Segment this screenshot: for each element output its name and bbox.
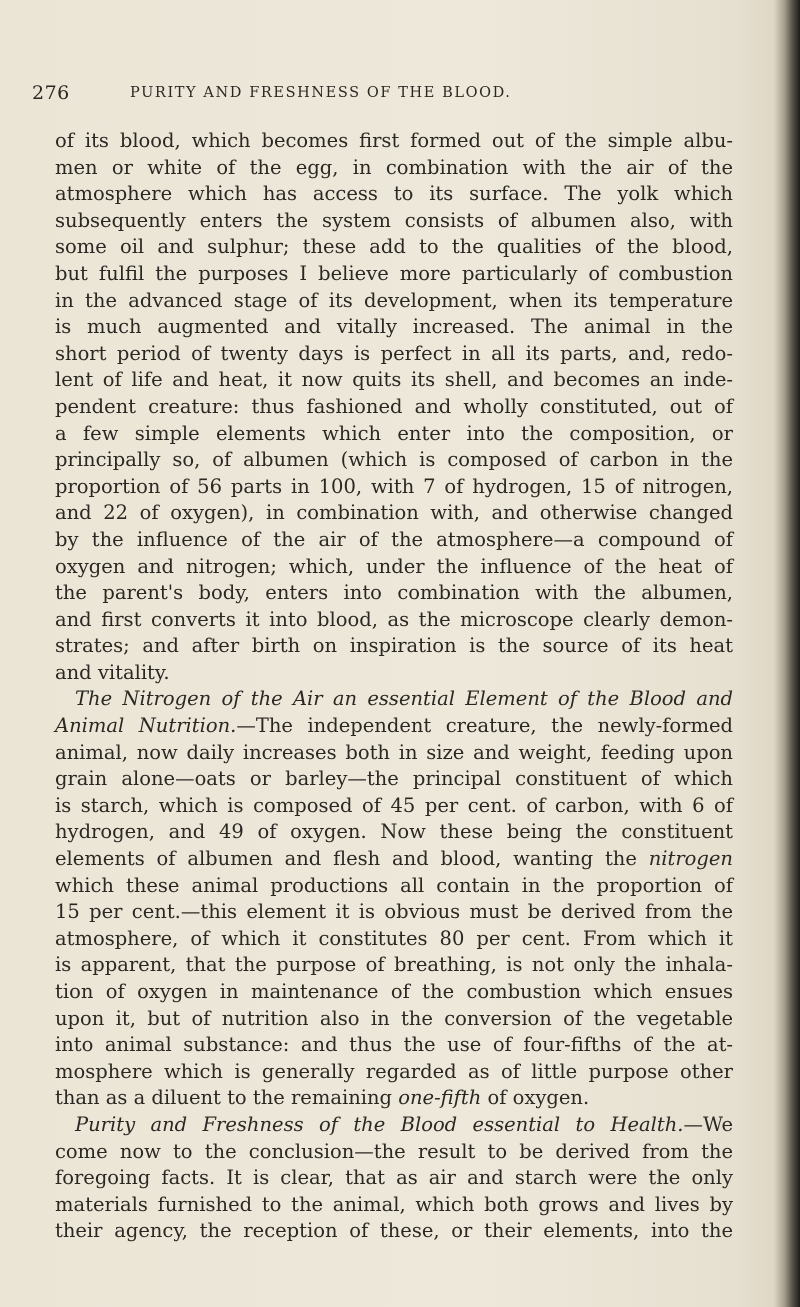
- section-heading-line: [55, 1112, 733, 1139]
- text-line: tion of oxygen in maintenance of the combustion which ensues: [55, 980, 733, 1003]
- text-line: subsequently enters the system consists of albumen also, with: [55, 208, 733, 232]
- text-line: [55, 846, 733, 873]
- running-head: PURITY AND FRESHNESS OF THE BLOOD.: [130, 85, 512, 101]
- text-line: materials furnished to the animal, which both grows and lives by: [55, 1192, 733, 1216]
- text-line: in the advanced stage of its development, when its temperature: [55, 288, 733, 312]
- page-number: 276: [32, 82, 70, 104]
- text-line: oxygen and nitrogen; which, under the influence of the heat of: [55, 554, 733, 578]
- text-line: [55, 1085, 733, 1112]
- text-line: upon it, but of nutrition also in the conversion of the vegetable: [55, 1006, 733, 1030]
- text-fragment: than as a diluent to the remaining: [55, 1086, 393, 1110]
- text-line: but fulfil the purposes I believe more particularly of combustion: [55, 261, 733, 285]
- text-line: short period of twenty days is perfect in all its parts, and, redo-: [55, 341, 733, 365]
- text-line: and vitality.: [55, 660, 170, 684]
- text-line: grain alone—oats or barley—the principal constituent of which: [55, 767, 733, 791]
- section-heading-line: [55, 686, 733, 713]
- text-line: and 22 of oxygen), in combination with, and otherwise changed: [55, 501, 733, 525]
- text-line: some oil and sulphur; these add to the qualities of the blood,: [55, 235, 733, 259]
- text-line: is much augmented and vitally increased. The animal in the: [55, 315, 733, 339]
- text-line: principally so, of albumen (which is composed of carbon in the: [55, 448, 733, 472]
- text-line: come now to the conclusion—the result to be derived from the: [55, 1139, 733, 1163]
- text-fragment: of oxygen.: [487, 1086, 590, 1110]
- text-line: the parent's body, enters into combination with the albumen,: [55, 581, 733, 605]
- text-line: lent of life and heat, it now quits its shell, and becomes an inde-: [55, 368, 733, 392]
- text-line: foregoing facts. It is clear, that as air and starch were the only: [55, 1166, 733, 1190]
- text-line: proportion of 56 parts in 100, with 7 of hydrogen, 15 of nitrogen,: [55, 474, 733, 498]
- text-line: pendent creature: thus fashioned and wholly constituted, out of: [55, 394, 733, 418]
- text-fragment: —We: [683, 1112, 733, 1136]
- text-line: animal, now daily increases both in size and weight, feeding upon: [55, 740, 733, 764]
- text-line: strates; and after birth on inspiration is the source of its heat: [55, 634, 733, 658]
- text-line: of its blood, which becomes first formed out of the simple albu-: [55, 129, 733, 152]
- text-line: and first converts it into blood, as the microscope clearly demon-: [55, 607, 733, 631]
- text-fragment: elements of albumen and flesh and blood, wanting the: [55, 847, 637, 871]
- text-line: which these animal productions all contain in the proportion of: [55, 873, 733, 897]
- text-line: [55, 713, 733, 740]
- section-heading: Purity and Freshness of the Blood essential to Health.: [75, 1112, 684, 1136]
- text-line: 15 per cent.—this element it is obvious must be derived from the: [55, 900, 733, 924]
- section-heading-cont: Animal Nutrition.: [55, 714, 237, 738]
- text-line: is apparent, that the purpose of breathing, is not only the inhala-: [55, 953, 733, 977]
- text-line: mosphere which is generally regarded as of little purpose other: [55, 1059, 733, 1083]
- text-fragment: —The independent creature, the newly-formed: [236, 714, 733, 738]
- page-binding-shadow: [774, 0, 800, 1307]
- text-line: hydrogen, and 49 of oxygen. Now these being the constituent: [55, 820, 733, 844]
- italic-term: nitrogen: [648, 847, 733, 871]
- text-line: is starch, which is composed of 45 per cent. of carbon, with 6 of: [55, 793, 733, 817]
- text-line: into animal substance: and thus the use of four-fifths of the at-: [55, 1033, 733, 1057]
- text-line: a few simple elements which enter into the composition, or: [55, 421, 733, 445]
- text-line: men or white of the egg, in combination with the air of the: [55, 155, 733, 179]
- page-header: [32, 82, 712, 106]
- text-line: their agency, the reception of these, or their elements, into the: [55, 1219, 733, 1243]
- text-line: atmosphere which has access to its surface. The yolk which: [55, 182, 733, 206]
- text-line: by the influence of the air of the atmosphere—a compound of: [55, 527, 733, 551]
- section-heading: The Nitrogen of the Air an essential Element of the Blood and: [75, 687, 733, 711]
- text-line: atmosphere, of which it constitutes 80 per cent. From which it: [55, 926, 733, 950]
- body-text: [55, 128, 733, 1245]
- italic-term: one-fifth: [398, 1086, 482, 1110]
